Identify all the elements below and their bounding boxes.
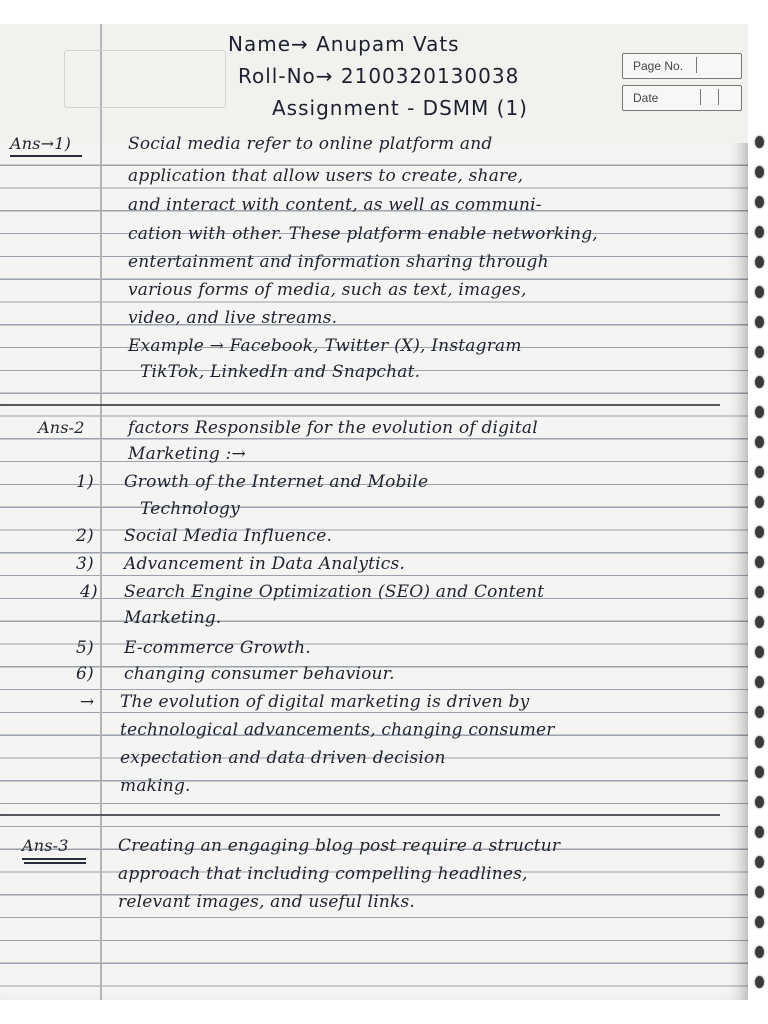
conclusion-line: technological advancements, changing consumer <box>120 720 555 740</box>
answer-1-line: cation with other. These platform enable networking, <box>128 224 598 244</box>
arrow-marker: → <box>80 692 95 712</box>
student-name: Name→ Anupam Vats <box>228 32 460 56</box>
binding-hole <box>755 316 764 328</box>
conclusion-line: The evolution of digital marketing is driven by <box>120 692 530 712</box>
page-date-box <box>622 53 742 131</box>
answer-label-underline <box>22 858 86 860</box>
list-item-line: Social Media Influence. <box>124 526 333 546</box>
ruled-paper <box>0 24 748 1000</box>
binding-hole <box>755 166 764 178</box>
binding-hole <box>755 346 764 358</box>
binding-hole <box>755 226 764 238</box>
binding-hole <box>755 286 764 298</box>
spiral-binding <box>746 24 768 1000</box>
binding-hole <box>755 436 764 448</box>
faint-printed-box <box>64 50 226 108</box>
binding-hole <box>755 826 764 838</box>
list-item-line: Growth of the Internet and Mobile <box>124 472 429 492</box>
answer-label-1: Ans→1) <box>10 134 72 153</box>
date-field <box>622 85 742 111</box>
binding-hole <box>755 556 764 568</box>
answer-2-intro-line: Marketing :→ <box>128 444 246 464</box>
binding-hole <box>755 976 764 988</box>
list-number: 2) <box>76 526 94 546</box>
list-item-line: changing consumer behaviour. <box>124 664 395 684</box>
binding-hole <box>755 796 764 808</box>
conclusion-line: expectation and data driven decision <box>120 748 446 768</box>
answer-1-line: and interact with content, as well as communi- <box>128 195 542 215</box>
answer-1-line: Example → Facebook, Twitter (X), Instagram <box>128 336 522 356</box>
date-slot-divider <box>718 89 719 105</box>
answer-1-line: application that allow users to create, share, <box>128 166 524 186</box>
list-number: 1) <box>76 472 94 492</box>
answer-label-2: Ans-2 <box>38 418 85 437</box>
list-item-line: E-commerce Growth. <box>124 638 311 658</box>
binding-hole <box>755 736 764 748</box>
list-item-line: Search Engine Optimization (SEO) and Content <box>124 582 545 602</box>
date-slot-divider <box>700 89 701 105</box>
binding-hole <box>755 646 764 658</box>
list-item-line: Technology <box>140 499 240 519</box>
page-no-label: Page No. <box>633 59 684 73</box>
assignment-title: Assignment - DSMM (1) <box>272 96 528 120</box>
binding-hole <box>755 376 764 388</box>
list-number: 3) <box>76 554 94 574</box>
binding-hole <box>755 916 764 928</box>
binding-hole <box>755 196 764 208</box>
binding-hole <box>755 856 764 868</box>
roll-number: Roll-No→ 2100320130038 <box>238 64 520 88</box>
answer-label-underline <box>24 862 86 864</box>
answer-1-line: various forms of media, such as text, images, <box>128 280 527 300</box>
date-label: Date <box>633 91 659 105</box>
binding-hole <box>755 136 764 148</box>
answer-label-3: Ans-3 <box>22 836 69 855</box>
answer-2-intro-line: factors Responsible for the evolution of digital <box>128 418 538 438</box>
binding-hole <box>755 766 764 778</box>
list-number: 5) <box>76 638 94 658</box>
answer-3-line: Creating an engaging blog post require a structur <box>118 836 561 856</box>
binding-hole <box>755 466 764 478</box>
binding-hole <box>755 256 764 268</box>
list-item-line: Marketing. <box>124 608 222 628</box>
answer-divider <box>0 404 720 406</box>
conclusion-line: making. <box>120 776 191 796</box>
binding-hole <box>755 526 764 538</box>
binding-hole <box>755 406 764 418</box>
binding-hole <box>755 706 764 718</box>
binding-hole <box>755 496 764 508</box>
list-number: 4) <box>80 582 98 602</box>
answer-1-line: Social media refer to online platform and <box>128 134 493 154</box>
margin-line <box>100 24 102 1000</box>
answer-label-underline <box>10 155 82 157</box>
answer-1-line: video, and live streams. <box>128 308 338 328</box>
answer-3-line: relevant images, and useful links. <box>118 892 416 912</box>
binding-hole <box>755 886 764 898</box>
answer-1-line: TikTok, LinkedIn and Snapchat. <box>140 362 421 382</box>
list-number: 6) <box>76 664 94 684</box>
page-no-field <box>622 53 742 79</box>
binding-hole <box>755 676 764 688</box>
binding-hole <box>755 586 764 598</box>
answer-divider <box>0 814 720 816</box>
answer-3-line: approach that including compelling headlines, <box>118 864 528 884</box>
binding-hole <box>755 946 764 958</box>
list-item-line: Advancement in Data Analytics. <box>124 554 406 574</box>
page-no-slot <box>696 57 735 73</box>
binding-hole <box>755 616 764 628</box>
answer-1-line: entertainment and information sharing through <box>128 252 549 272</box>
